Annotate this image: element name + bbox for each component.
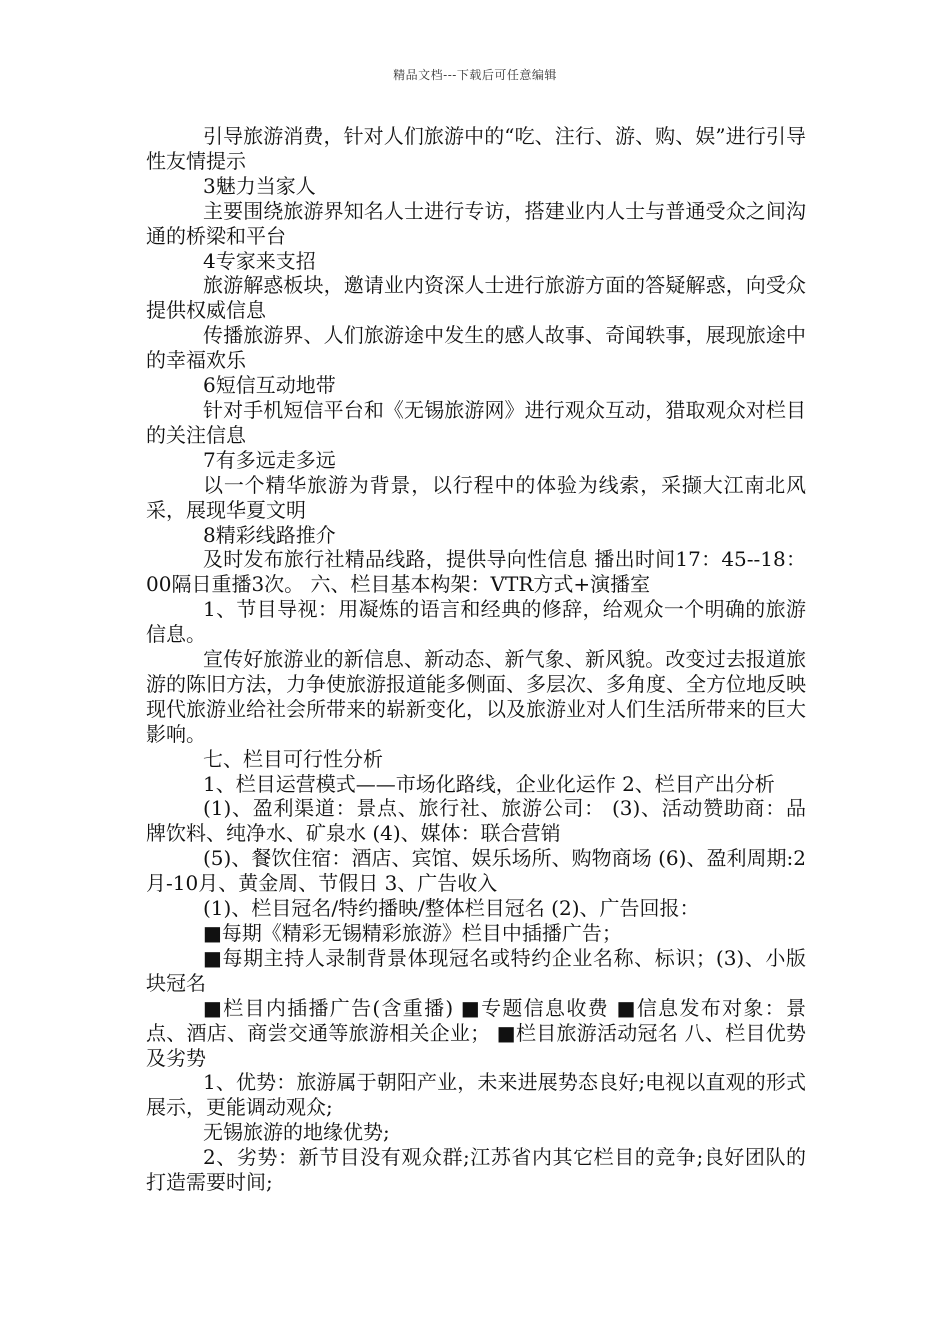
paragraph: 引导旅游消费，针对人们旅游中的“吃、注行、游、购、娱”进行引导性友情提示 (146, 124, 806, 173)
paragraph: (1)、盈利渠道：景点、旅行社、旅游公司： (3)、活动赞助商：品牌饮料、纯净水、矿泉水 (4)、媒体：联合营销 (146, 796, 806, 846)
section-heading: 7有多远走多远 (203, 447, 336, 472)
document-body (146, 124, 806, 1195)
paragraph: 无锡旅游的地缘优势; (203, 1120, 390, 1145)
paragraph: 2、劣势：新节目没有观众群;江苏省内其它栏目的竞争;良好团队的打造需要时间; (146, 1145, 806, 1195)
section-heading: 3魅力当家人 (203, 173, 316, 198)
paragraph: ■栏目内插播广告(含重播) ■专题信息收费 ■信息发布对象：景点、酒店、商尝交通等旅游相关企业； ■栏目旅游活动冠名 八、栏目优势及劣势 (146, 995, 806, 1070)
section-heading: 8精彩线路推介 (203, 522, 336, 547)
paragraph: 及时发布旅行社精品线路，提供导向性信息 播出时间17：45--18：00隔日重播3次。 六、栏目基本构架：VTR方式+演播室 (146, 547, 806, 597)
paragraph: (5)、餐饮住宿：酒店、宾馆、娱乐场所、购物商场 (6)、盈利周期:2月-10月、黄金周、节假日 3、广告收入 (146, 846, 806, 896)
paragraph: 宣传好旅游业的新信息、新动态、新气象、新风貌。改变过去报道旅游的陈旧方法，力争使旅游报道能多侧面、多层次、多角度、全方位地反映现代旅游业给社会所带来的崭新变化，以及旅游业对人们生活所带来的巨大影响。 (146, 647, 806, 746)
paragraph: (1)、栏目冠名/特约播映/整体栏目冠名 (2)、广告回报： (203, 896, 700, 921)
paragraph: 1、优势：旅游属于朝阳产业，未来进展势态良好;电视以直观的形式展示，更能调动观众; (146, 1070, 806, 1120)
paragraph: 针对手机短信平台和《无锡旅游网》进行观众互动，猎取观众对栏目的关注信息 (146, 397, 806, 447)
paragraph: ■每期《精彩无锡精彩旅游》栏目中插播广告； (203, 921, 622, 945)
section-heading: 七、栏目可行性分析 (203, 746, 383, 771)
paragraph: 以一个精华旅游为背景，以行程中的体验为线索，采撷大江南北风采，展现华夏文明 (146, 472, 806, 522)
paragraph: 主要围绕旅游界知名人士进行专访，搭建业内人士与普通受众之间沟通的桥梁和平台 (146, 198, 806, 248)
section-heading: 4专家来支招 (203, 248, 316, 273)
paragraph: ■每期主持人录制背景体现冠名或特约企业名称、标识；(3)、小版块冠名 (146, 945, 806, 995)
section-heading: 6短信互动地带 (203, 373, 336, 398)
paragraph: 1、节目导视：用凝炼的语言和经典的修辞，给观众一个明确的旅游信息。 (146, 597, 806, 647)
paragraph: 旅游解惑板块，邀请业内资深人士进行旅游方面的答疑解惑，向受众提供权威信息 (146, 273, 806, 323)
paragraph: 1、栏目运营模式——市场化路线，企业化运作 2、栏目产出分析 (203, 771, 775, 796)
page-header: 精品文档---下载后可任意编辑 (393, 68, 557, 82)
paragraph: 传播旅游界、人们旅游途中发生的感人故事、奇闻轶事，展现旅途中的幸福欢乐 (146, 323, 806, 373)
